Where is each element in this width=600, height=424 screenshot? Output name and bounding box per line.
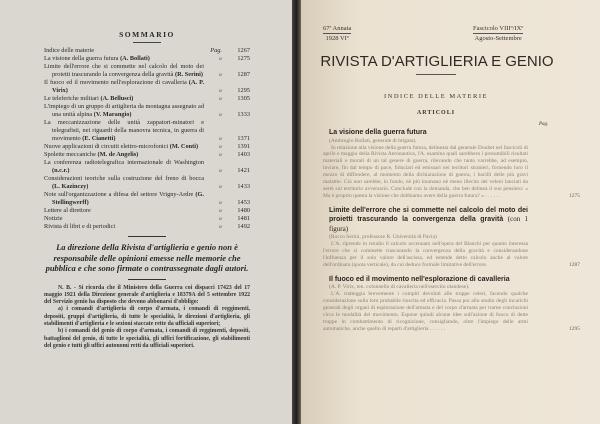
- toc-entry-title: Considerazioni teoriche sulla costruzione del freno di bocca: [44, 175, 204, 182]
- article-author: (Ambrogio Bollati, generale di brigata).: [329, 137, 417, 144]
- right-page-index: [301, 0, 600, 424]
- toc-entry-title: Limite dell'errore che si commette nel calcolo del moto dei proietti trascurando la convergenza della gravità: [44, 63, 204, 78]
- article-entry: [323, 206, 580, 269]
- toc-entry-author: (n.c.r.): [52, 167, 70, 174]
- toc-page-marker: »: [218, 55, 222, 62]
- article-title: [323, 129, 528, 138]
- book-spine: [292, 0, 301, 424]
- toc-page-number: 1287: [237, 71, 250, 78]
- toc-entry-author: (A. Bellusci): [100, 95, 134, 102]
- toc-page-number: 1295: [237, 87, 250, 94]
- toc-entry-title: L'impiego di un gruppo di artiglieria da montagna assegnato ad una unità alpina: [44, 103, 204, 118]
- year: 1928 VIº: [325, 35, 349, 42]
- page-column-label: Pag.: [539, 122, 549, 127]
- article-title-text: La visione della guerra futura: [329, 129, 427, 136]
- nb-paragraph: N. B. - Si ricorda che il Ministero della Guerra coi dispacci 17423 del 17 maggio 1921 della Direzione generale d'artiglieria e 18379A del 5 settembre 1922 del Servizio genio ha disposto che devono abbonarsi d'obbligo:: [44, 284, 250, 306]
- toc-entry-title: Nuove applicazioni di circuiti elettro-microfonici: [44, 143, 169, 150]
- nb-note: [40, 285, 254, 351]
- article-page-number: 1287: [569, 261, 580, 268]
- toc-entry-title: Notizie: [44, 215, 63, 222]
- article-entry: [323, 129, 580, 200]
- toc-entry: [44, 207, 250, 215]
- toc-page-number: 1421: [237, 167, 250, 174]
- index-heading: INDICE DELLE MATERIE: [383, 93, 488, 100]
- toc-page-marker: »: [218, 71, 222, 78]
- article-abstract: L'A. riprende in istudio il calcolo accennato nell'opera del Bianchi per quanto interessa l'errore che si commette trascurando la convergenza della gravità e considerandone l'influenza per il solo valore dell'ascissa, ed estende detto calcolo anche al valore dell'ordinata (quota verticale), da cui deduce formule limitative dell'errore.: [323, 241, 528, 268]
- toc-entry: [44, 119, 250, 143]
- toc-entry-title: Il fuoco ed il movimento nell'esplorazione di cavalleria: [44, 79, 187, 86]
- toc-page-marker: »: [218, 223, 222, 230]
- toc-entry-title: Lettere al direttore: [44, 207, 91, 214]
- toc-entry-title: Rivista di libri e di periodici: [44, 223, 116, 230]
- toc-entry: [44, 63, 250, 79]
- toc-entry: [44, 223, 250, 231]
- article-author: (Rocco Serini, professore R. Università di Pavia): [329, 234, 437, 241]
- toc-page-number: 1275: [237, 55, 250, 62]
- toc-entry-author: (A. P. Virix): [52, 79, 205, 94]
- nb-paragraph: b) i comandi del genio di corpo d'armata, i comandi di reggimenti, depositi, battaglioni del genio, di tutte le specialità, gli uffici fortificazione, gli stabilimenti del genio e tutti gli uffici autonomi retti da ufficiali superiori.: [44, 328, 250, 349]
- months: Agosto-Settembre: [474, 35, 522, 42]
- toc-page-number: 1433: [237, 183, 250, 190]
- toc-page-marker: »: [218, 111, 222, 118]
- article-title-text: Limite dell'errore che si commette nel calcolo del moto dei proietti trascurando la convergenza della gravità: [329, 206, 528, 224]
- toc-entry: [44, 191, 250, 207]
- left-page-sommario: [0, 0, 292, 424]
- toc-entry-author: (R. Serini): [174, 71, 203, 78]
- toc-page-number: 1391: [237, 143, 250, 150]
- toc-entry-author: (V. Marangio): [93, 111, 132, 118]
- nb-paragraph: a) i comandi d'artiglieria di corpo d'armata, i comandi di reggimenti, depositi, gruppi d'artiglieria, di tutte le specialità, le direzioni d'artiglieria, gli stabilimenti d'artiglieria e le sezioni staccate rette da ufficiali superiori;: [44, 306, 250, 327]
- toc-entry: [44, 47, 250, 55]
- toc-entry-title: Spolette meccaniche: [44, 151, 96, 158]
- article-abstract: L'A. tratteggia brevemente i compiti devoluti alle truppe celeri, facendo qualche considerazione sulla loro probabile riuscita ed efficacia. Passa poi allo studio degli incarichi generali degli organi di esplorazione dell'armata e del corpo d'armata per trarne conclusioni circa le modalità del movimento. Espone quindi alcune idee sull'azione di fuoco di dette truppe in combattimento di ricognizione, consigliando, oltre l'impiego delle armi automatiche, anche quello di reparti d'artiglieria . . . . . .: [323, 291, 528, 332]
- toc-page-number: 1492: [237, 223, 250, 230]
- article-page-number: 1295: [569, 325, 580, 332]
- toc-entry-author: (M. Conti): [169, 143, 199, 150]
- toc-page-marker: »: [218, 183, 222, 190]
- toc-page-marker: »: [218, 143, 222, 150]
- article-list: [323, 129, 580, 340]
- toc-page-number: 1480: [237, 207, 250, 214]
- toc-entry: [44, 143, 250, 151]
- article-abstract: In relazione alla visione della guerra futura, delineata dal generale Douhet nei fascicoli di aprile e maggio della Rivista Aeronautica, l'A. esamina quali sarebbero i presumibili risultati materiali e morali di un tal genere di guerra, rilevando che tanto varrebbe, ad esempio, inviare, fin dal tempo di pace, fiduciari ed emissari nei territori stranieri, fornendo loro il mezzo di diffondere, al momento della dichiarazione di guerra, i bacilli delle più gravi malattie. Ciò non sarebbe, in fondo, nè più inumano nè meno illecito dei veleni lanciati da aerei sul territorio avversario. Conclude con la domanda, che ben delinea il suo pensiero: « Ma è proprio questa la visione che dobbiamo avere della guerra futura? » . . . . . .: [323, 144, 528, 199]
- journal-title: RIVISTA D'ARTIGLIERIA E GENIO: [320, 53, 554, 70]
- article-page-number: 1275: [569, 192, 580, 199]
- toc-page-marker: »: [218, 199, 222, 206]
- toc-entry: [44, 151, 250, 159]
- divider: [416, 74, 456, 75]
- toc-page-number: 1371: [237, 135, 250, 142]
- toc-page-marker: »: [218, 215, 222, 222]
- toc-page-marker: »: [218, 151, 222, 158]
- toc-entry: [44, 103, 250, 119]
- divider: [128, 236, 166, 237]
- toc-page-number: 1481: [237, 215, 250, 222]
- toc-entry-author: (E. Cianetti): [82, 135, 116, 142]
- article-author: (A. P. Virix, ten. colonnello di cavalleria nell'esercito olandese).: [329, 284, 470, 291]
- toc-page-number: 1333: [237, 111, 250, 118]
- toc-entry-title: Indice delle materie: [44, 47, 94, 54]
- article-entry: [323, 275, 580, 333]
- editorial-notice: La direzione della Rivista d'artiglieria e genio non è responsabile delle opinioni emesse nelle memorie che pubblica e che sono firmate o contrassegnate dagli autori.: [45, 242, 249, 273]
- toc-page-marker: »: [218, 207, 222, 214]
- toc-entry-author: (L. Kazinczy): [52, 183, 89, 190]
- toc-page-marker: »: [218, 87, 222, 94]
- toc-page-number: 1403: [237, 151, 250, 158]
- toc-entry-title: La conferenza radiotelegrafica internazionale di Washington: [44, 159, 204, 166]
- toc-entry-title: Le teleferiche militari: [44, 95, 99, 102]
- toc-page-number: 1267: [237, 47, 250, 54]
- divider: [133, 42, 161, 43]
- toc-entry: [44, 79, 250, 95]
- toc-entry: [44, 175, 250, 191]
- toc-entry-title: La meccanizzazione delle unità zappatori-minatori e telegrafisti, nei riguardi della manovra tecnica, in guerra di movimento: [44, 119, 204, 142]
- section-heading: ARTICOLI: [416, 110, 456, 116]
- toc-page-marker: »: [218, 135, 222, 142]
- toc-entry: [44, 95, 250, 103]
- annata: 67ª Annata: [323, 25, 352, 32]
- table-of-contents: [40, 47, 254, 231]
- toc-page-number: 1305: [237, 95, 250, 102]
- toc-entry-author: (A. Bollati): [120, 55, 150, 62]
- toc-entry-author: (M. de Angelis): [97, 151, 139, 158]
- fascicolo: Fascicolo VIIIº/IXº: [473, 25, 524, 32]
- toc-page-marker: Pag.: [210, 47, 222, 54]
- article-title: [323, 207, 528, 235]
- toc-entry-title: La visione della guerra futura: [44, 55, 119, 62]
- toc-page-marker: »: [218, 167, 222, 174]
- toc-entry-title: Note sull'organizzazione a difesa del settore Vrigny-Ardre: [44, 191, 194, 198]
- toc-page-marker: »: [218, 95, 222, 102]
- volume-info: [323, 24, 351, 43]
- article-title-text: Il fuoco ed il movimento nell'esplorazione di cavalleria: [329, 275, 510, 283]
- toc-entry: [44, 159, 250, 175]
- issue-info: [473, 24, 523, 43]
- article-note: (con 1 figura): [329, 215, 528, 233]
- sommario-heading: SOMMARIO: [119, 30, 175, 39]
- toc-page-number: 1453: [237, 199, 250, 206]
- toc-entry-author: (G. Stellingwerff): [52, 191, 204, 206]
- toc-entry: [44, 55, 250, 63]
- divider: [128, 279, 166, 280]
- toc-entry: [44, 215, 250, 223]
